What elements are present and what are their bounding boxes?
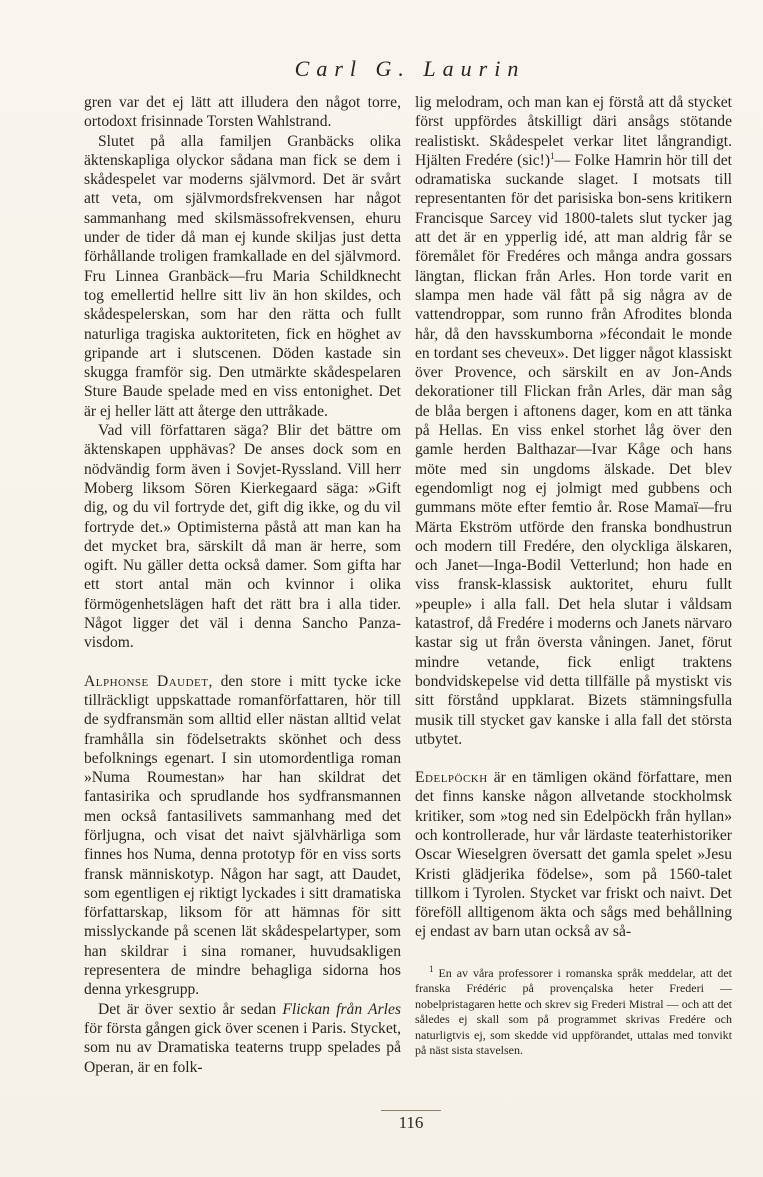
paragraph	[84, 1000, 401, 1077]
paragraph: Slutet på alla familjen Granbäcks olika äktenskapliga olyckor sådana man fick se dem i skådespelet var moderns självmord. Det är svårt att veta, om självmordsfrekvensen har något sammanhang med skilsmässofrekvensen, ehuru under de tider då man ej kunde skiljas just detta förhållande troligen framkallade en del självmord. Fru Linnea Granbäck—fru Maria Schildknecht tog emellertid hellre sitt liv än hon skildes, och skådespelerskan, som har den rätta och fullt naturliga tragiska auktoriteten, fick en höghet av gripande art i slutscenen. Döden kastade sin skugga framför sig. Den utmärkte skådespelaren Sture Baude spelade med en viss entonighet. Det är ej heller lätt att återge den uttråkade.	[84, 132, 401, 420]
paragraph-edelpockh	[415, 768, 732, 942]
running-header: Carl G. Laurin	[294, 56, 526, 81]
footnote-ref[interactable]: 1	[550, 150, 555, 161]
paragraph-text: för första gången gick över scenen i Paris. Stycket, som nu av Dramatiska teaterns trupp spelades på Operan, är en folk-	[84, 1019, 401, 1076]
section-lead: Edelpöckh	[415, 769, 488, 787]
work-title: Flickan från Arles	[282, 1000, 401, 1018]
paragraph	[415, 93, 732, 749]
paragraph-text: är en tämligen okänd författare, men det finns kanske någon allvetande stockholmsk kritiker, som »tog ned sin Edelpöckh från hyllan» och kontrollerade, hur vår lärdaste teaterhistoriker Oscar Wieselgren översatt det gamla spelet »Jesu Kristi glädjerika födelse», som på 1560-talet tillkom i Tyrolen. Stycket var friskt och naivt. Det föreföll alltigenom äkta och sågs med behållning ej endast av barn utan också av så-	[415, 769, 732, 941]
page-number: 116	[381, 1110, 441, 1133]
section-lead: Alphonse Daudet,	[84, 672, 213, 690]
paragraph-text: lig melodram, och man kan ej förstå att då stycket först uppfördes åtskilligt däri ansågs stötande realistiskt. Skådespelet verkar litet långrandigt. Hjälten Fredére (sic!)	[415, 94, 732, 169]
paragraph: gren var det ej lätt att illudera den något torre, ortodoxt frisinnade Torsten Wahlstrand.	[84, 94, 401, 131]
paragraph-text: den store i mitt tycke icke tillräckligt uppskattade romanförfattaren, hör till de sydfransmän som alltid eller nästan alltid velat framhålla sin födelsetrakts skönhet och dess befolknings egenart. I sin utomordentliga roman »Numa Roumestan» har han skildrat det fantasirika och sprudlande hos sydfransmannen men också fantasilivets sammanhang med det förljugna, och visat det naivt självhärliga som finnes hos Numa, denna prototyp för en viss sorts fransk människotyp. Någon har sagt, att Daudet, som egentligen ej riktigt lyckades i sitt dramatiska författarskap, liksom för att hämnas för sitt misslyckande på scenen lät skådespelartyper, som han skildrar i sina romaner, huvudsakligen representera de mindre behagliga sidorna hos denna yrkesgrupp.	[84, 672, 401, 999]
paragraph-daudet	[84, 672, 401, 1000]
footnotes	[415, 966, 732, 1058]
footnote-text: En av våra professorer i romanska språk meddelar, att det franska Frédéric på provençalska heter Frederi — nobelpristagaren hette och skrev sig Frederi Mistral — och att det således ej skall som på programmet skrivas Fredére och naturligtvis ej, som skedde vid uppförandet, uttalas med tonvikt på näst sista stavelsen.	[415, 966, 732, 1058]
left-column	[84, 93, 401, 1077]
paragraph-text: — Folke Hamrin hör till det odramatiska suckande slaget. I motsats till representanten för det parisiska bon-sens kritikern Francisque Sarcey vid 1800-talets slut tycker jag att det är en ypperlig idé, att man aldrig får se föremålet för Fredéres och många andra gossars längtan, flickan från Arles. Hon torde varit en slampa men hade väl fått på sig några av de vattendroppar, som runno från Afrodites blonda hår, då den havsskumborna »fécondait le monde en tordant ses cheveux». Det ligger något klassiskt över Provence, och särskilt en av Jon-Ands dekorationer till Flickan från Arles, där man såg de blåa bergen i aftonens dager, kom en att tänka på Hellas. En viss enkel storhet låg över den gamle herden Balthazar—Ivar Kåge och hans möte med sin ungdoms älskade. Det blev egendomligt nog ej jolmigt med gubbens och gummans möte efter femtio år. Rose Mamaï—fru Märta Ekström utförde den franska bondhustrun och modern till Fredére, den olyckliga älskaren, och Janet—Inga-Bodil Vetterlund; hon hade en viss fransk-klassisk auktoritet, ehuru fullt »peuple» i alla fall. Det hela slutar i våldsam katastrof, då Fredére i moderns och Janets närvaro kastar sig ut från översta våningen. Janet, förut mindre vetande, fick enligt traktens bondvidskepelse vid detta tillfälle på mystiskt vis sitt förstånd uppklarat. Bizets stämningsfulla musik till stycket gav kanske i alla fall det största utbytet.	[415, 151, 732, 748]
paragraph: Vad vill författaren säga? Blir det bättre om äktenskapen upphävas? De anses dock som en nödvändig form även i Sovjet-Ryssland. Vill herr Moberg liksom Sören Kierkegaard säga: »Gift dig, og du vil fortryde det, gift dig ikke, og du vil fortryde det.» Optimisterna påstå att man kan ha det mycket bra, särskilt då man är herre, som ogift. Nu gäller detta också damer. Som gifta har ett stort antal män och kvinnor i olika förmögenhetslägen haft det rätt bra i alla tider. Något ligger det väl i denna Sancho Panza-visdom.	[84, 422, 401, 652]
footnote-marker: 1	[429, 964, 434, 974]
footnote	[415, 966, 732, 1058]
paragraph-text: Det är över sextio år sedan	[98, 1000, 283, 1018]
right-column	[415, 93, 732, 942]
